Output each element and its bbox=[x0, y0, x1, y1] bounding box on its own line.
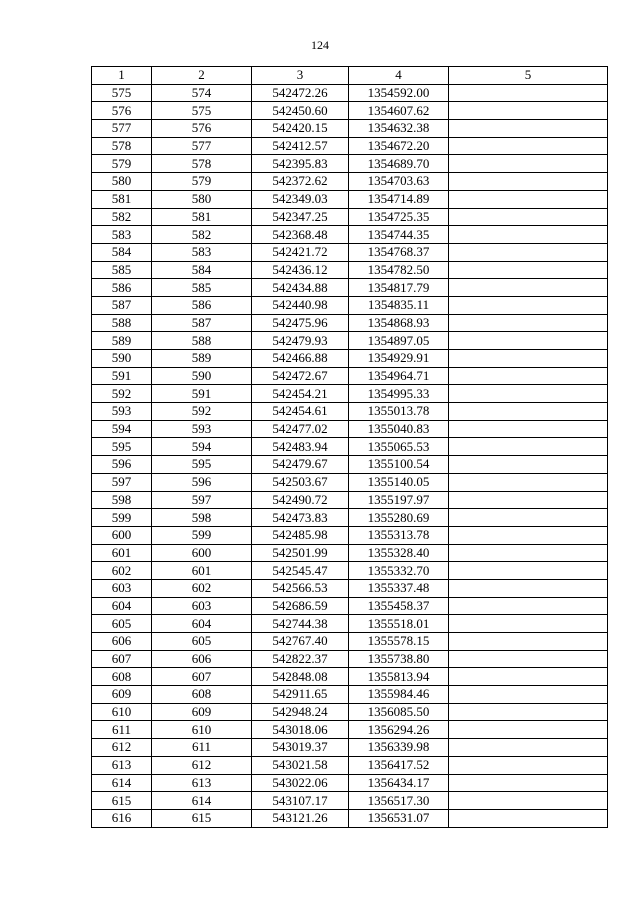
table-row bbox=[92, 102, 608, 120]
note-cell bbox=[449, 438, 608, 456]
previous-point-cell: 602 bbox=[152, 579, 252, 597]
previous-point-cell: 601 bbox=[152, 562, 252, 580]
previous-point-cell: 597 bbox=[152, 491, 252, 509]
y-coordinate-cell: 1354689.70 bbox=[349, 155, 449, 173]
table-row bbox=[92, 703, 608, 721]
y-coordinate-cell: 1355313.78 bbox=[349, 526, 449, 544]
x-coordinate-cell: 542472.67 bbox=[252, 367, 349, 385]
x-coordinate-cell: 543022.06 bbox=[252, 774, 349, 792]
x-coordinate-cell: 542475.96 bbox=[252, 314, 349, 332]
previous-point-cell: 586 bbox=[152, 296, 252, 314]
y-coordinate-cell: 1354835.11 bbox=[349, 296, 449, 314]
note-cell bbox=[449, 615, 608, 633]
x-coordinate-cell: 542434.88 bbox=[252, 279, 349, 297]
note-cell bbox=[449, 526, 608, 544]
table-row bbox=[92, 367, 608, 385]
y-coordinate-cell: 1356294.26 bbox=[349, 721, 449, 739]
table-row bbox=[92, 84, 608, 102]
point-number-cell: 592 bbox=[92, 385, 152, 403]
note-cell bbox=[449, 633, 608, 651]
point-number-cell: 581 bbox=[92, 190, 152, 208]
previous-point-cell: 596 bbox=[152, 473, 252, 491]
table-row bbox=[92, 420, 608, 438]
previous-point-cell: 589 bbox=[152, 350, 252, 368]
x-coordinate-cell: 542744.38 bbox=[252, 615, 349, 633]
previous-point-cell: 613 bbox=[152, 774, 252, 792]
header-cell-col2: 2 bbox=[152, 67, 252, 85]
point-number-cell: 610 bbox=[92, 703, 152, 721]
y-coordinate-cell: 1354744.35 bbox=[349, 226, 449, 244]
table-row bbox=[92, 261, 608, 279]
x-coordinate-cell: 542372.62 bbox=[252, 173, 349, 191]
note-cell bbox=[449, 296, 608, 314]
previous-point-cell: 593 bbox=[152, 420, 252, 438]
note-cell bbox=[449, 792, 608, 810]
point-number-cell: 585 bbox=[92, 261, 152, 279]
x-coordinate-cell: 542466.88 bbox=[252, 350, 349, 368]
y-coordinate-cell: 1355984.46 bbox=[349, 686, 449, 704]
previous-point-cell: 591 bbox=[152, 385, 252, 403]
x-coordinate-cell: 542485.98 bbox=[252, 526, 349, 544]
previous-point-cell: 583 bbox=[152, 243, 252, 261]
x-coordinate-cell: 542545.47 bbox=[252, 562, 349, 580]
note-cell bbox=[449, 84, 608, 102]
previous-point-cell: 608 bbox=[152, 686, 252, 704]
y-coordinate-cell: 1356517.30 bbox=[349, 792, 449, 810]
note-cell bbox=[449, 491, 608, 509]
table-row bbox=[92, 597, 608, 615]
point-number-cell: 582 bbox=[92, 208, 152, 226]
note-cell bbox=[449, 120, 608, 138]
previous-point-cell: 614 bbox=[152, 792, 252, 810]
note-cell bbox=[449, 137, 608, 155]
table-row bbox=[92, 562, 608, 580]
point-number-cell: 586 bbox=[92, 279, 152, 297]
previous-point-cell: 578 bbox=[152, 155, 252, 173]
x-coordinate-cell: 542911.65 bbox=[252, 686, 349, 704]
point-number-cell: 589 bbox=[92, 332, 152, 350]
x-coordinate-cell: 542349.03 bbox=[252, 190, 349, 208]
point-number-cell: 611 bbox=[92, 721, 152, 739]
x-coordinate-cell: 543019.37 bbox=[252, 739, 349, 757]
table-row bbox=[92, 173, 608, 191]
previous-point-cell: 581 bbox=[152, 208, 252, 226]
point-number-cell: 605 bbox=[92, 615, 152, 633]
table-row bbox=[92, 403, 608, 421]
note-cell bbox=[449, 279, 608, 297]
point-number-cell: 603 bbox=[92, 579, 152, 597]
previous-point-cell: 592 bbox=[152, 403, 252, 421]
note-cell bbox=[449, 562, 608, 580]
note-cell bbox=[449, 385, 608, 403]
note-cell bbox=[449, 597, 608, 615]
x-coordinate-cell: 542436.12 bbox=[252, 261, 349, 279]
table-row bbox=[92, 668, 608, 686]
y-coordinate-cell: 1354672.20 bbox=[349, 137, 449, 155]
x-coordinate-cell: 543021.58 bbox=[252, 756, 349, 774]
coordinates-table bbox=[91, 66, 608, 828]
previous-point-cell: 594 bbox=[152, 438, 252, 456]
table-row bbox=[92, 120, 608, 138]
point-number-cell: 604 bbox=[92, 597, 152, 615]
header-row bbox=[92, 67, 608, 85]
x-coordinate-cell: 542473.83 bbox=[252, 509, 349, 527]
note-cell bbox=[449, 350, 608, 368]
note-cell bbox=[449, 509, 608, 527]
header-cell-col1: 1 bbox=[92, 67, 152, 85]
note-cell bbox=[449, 544, 608, 562]
y-coordinate-cell: 1356339.98 bbox=[349, 739, 449, 757]
y-coordinate-cell: 1356417.52 bbox=[349, 756, 449, 774]
note-cell bbox=[449, 190, 608, 208]
note-cell bbox=[449, 155, 608, 173]
point-number-cell: 580 bbox=[92, 173, 152, 191]
x-coordinate-cell: 542686.59 bbox=[252, 597, 349, 615]
y-coordinate-cell: 1355518.01 bbox=[349, 615, 449, 633]
y-coordinate-cell: 1355280.69 bbox=[349, 509, 449, 527]
previous-point-cell: 604 bbox=[152, 615, 252, 633]
note-cell bbox=[449, 739, 608, 757]
table-row bbox=[92, 137, 608, 155]
table-row bbox=[92, 544, 608, 562]
y-coordinate-cell: 1354607.62 bbox=[349, 102, 449, 120]
note-cell bbox=[449, 173, 608, 191]
previous-point-cell: 615 bbox=[152, 809, 252, 827]
note-cell bbox=[449, 420, 608, 438]
previous-point-cell: 606 bbox=[152, 650, 252, 668]
point-number-cell: 600 bbox=[92, 526, 152, 544]
point-number-cell: 595 bbox=[92, 438, 152, 456]
header-cell-col3: 3 bbox=[252, 67, 349, 85]
note-cell bbox=[449, 756, 608, 774]
table-row bbox=[92, 473, 608, 491]
y-coordinate-cell: 1355332.70 bbox=[349, 562, 449, 580]
x-coordinate-cell: 542368.48 bbox=[252, 226, 349, 244]
point-number-cell: 591 bbox=[92, 367, 152, 385]
point-number-cell: 578 bbox=[92, 137, 152, 155]
previous-point-cell: 588 bbox=[152, 332, 252, 350]
table-row bbox=[92, 350, 608, 368]
note-cell bbox=[449, 226, 608, 244]
point-number-cell: 596 bbox=[92, 456, 152, 474]
note-cell bbox=[449, 809, 608, 827]
y-coordinate-cell: 1354725.35 bbox=[349, 208, 449, 226]
point-number-cell: 608 bbox=[92, 668, 152, 686]
note-cell bbox=[449, 774, 608, 792]
table-row bbox=[92, 633, 608, 651]
x-coordinate-cell: 542490.72 bbox=[252, 491, 349, 509]
x-coordinate-cell: 542822.37 bbox=[252, 650, 349, 668]
previous-point-cell: 582 bbox=[152, 226, 252, 244]
x-coordinate-cell: 542948.24 bbox=[252, 703, 349, 721]
y-coordinate-cell: 1355100.54 bbox=[349, 456, 449, 474]
y-coordinate-cell: 1354592.00 bbox=[349, 84, 449, 102]
note-cell bbox=[449, 332, 608, 350]
previous-point-cell: 587 bbox=[152, 314, 252, 332]
table-row bbox=[92, 332, 608, 350]
point-number-cell: 613 bbox=[92, 756, 152, 774]
previous-point-cell: 576 bbox=[152, 120, 252, 138]
note-cell bbox=[449, 403, 608, 421]
x-coordinate-cell: 542472.26 bbox=[252, 84, 349, 102]
y-coordinate-cell: 1355337.48 bbox=[349, 579, 449, 597]
table-row bbox=[92, 491, 608, 509]
point-number-cell: 593 bbox=[92, 403, 152, 421]
x-coordinate-cell: 542420.15 bbox=[252, 120, 349, 138]
table-row bbox=[92, 385, 608, 403]
previous-point-cell: 600 bbox=[152, 544, 252, 562]
previous-point-cell: 575 bbox=[152, 102, 252, 120]
note-cell bbox=[449, 668, 608, 686]
table-row bbox=[92, 243, 608, 261]
table-row bbox=[92, 296, 608, 314]
y-coordinate-cell: 1355328.40 bbox=[349, 544, 449, 562]
y-coordinate-cell: 1354868.93 bbox=[349, 314, 449, 332]
y-coordinate-cell: 1355040.83 bbox=[349, 420, 449, 438]
table-row bbox=[92, 792, 608, 810]
y-coordinate-cell: 1354714.89 bbox=[349, 190, 449, 208]
previous-point-cell: 577 bbox=[152, 137, 252, 155]
table-row bbox=[92, 650, 608, 668]
table-row bbox=[92, 756, 608, 774]
table-row bbox=[92, 314, 608, 332]
previous-point-cell: 574 bbox=[152, 84, 252, 102]
x-coordinate-cell: 542450.60 bbox=[252, 102, 349, 120]
x-coordinate-cell: 543018.06 bbox=[252, 721, 349, 739]
previous-point-cell: 607 bbox=[152, 668, 252, 686]
table-row bbox=[92, 190, 608, 208]
y-coordinate-cell: 1355140.05 bbox=[349, 473, 449, 491]
table-row bbox=[92, 579, 608, 597]
y-coordinate-cell: 1354817.79 bbox=[349, 279, 449, 297]
previous-point-cell: 598 bbox=[152, 509, 252, 527]
y-coordinate-cell: 1354632.38 bbox=[349, 120, 449, 138]
table-row bbox=[92, 456, 608, 474]
point-number-cell: 615 bbox=[92, 792, 152, 810]
table-row bbox=[92, 279, 608, 297]
point-number-cell: 584 bbox=[92, 243, 152, 261]
x-coordinate-cell: 542454.21 bbox=[252, 385, 349, 403]
x-coordinate-cell: 542477.02 bbox=[252, 420, 349, 438]
point-number-cell: 606 bbox=[92, 633, 152, 651]
y-coordinate-cell: 1355013.78 bbox=[349, 403, 449, 421]
x-coordinate-cell: 542440.98 bbox=[252, 296, 349, 314]
previous-point-cell: 585 bbox=[152, 279, 252, 297]
note-cell bbox=[449, 243, 608, 261]
note-cell bbox=[449, 314, 608, 332]
point-number-cell: 575 bbox=[92, 84, 152, 102]
note-cell bbox=[449, 102, 608, 120]
previous-point-cell: 579 bbox=[152, 173, 252, 191]
y-coordinate-cell: 1354782.50 bbox=[349, 261, 449, 279]
note-cell bbox=[449, 703, 608, 721]
table-body bbox=[92, 84, 608, 827]
x-coordinate-cell: 542483.94 bbox=[252, 438, 349, 456]
point-number-cell: 579 bbox=[92, 155, 152, 173]
y-coordinate-cell: 1355197.97 bbox=[349, 491, 449, 509]
header-cell-col5: 5 bbox=[449, 67, 608, 85]
note-cell bbox=[449, 686, 608, 704]
table-row bbox=[92, 615, 608, 633]
y-coordinate-cell: 1354995.33 bbox=[349, 385, 449, 403]
point-number-cell: 612 bbox=[92, 739, 152, 757]
x-coordinate-cell: 542395.83 bbox=[252, 155, 349, 173]
x-coordinate-cell: 543121.26 bbox=[252, 809, 349, 827]
previous-point-cell: 580 bbox=[152, 190, 252, 208]
note-cell bbox=[449, 473, 608, 491]
x-coordinate-cell: 542503.67 bbox=[252, 473, 349, 491]
table-row bbox=[92, 809, 608, 827]
y-coordinate-cell: 1356434.17 bbox=[349, 774, 449, 792]
x-coordinate-cell: 542767.40 bbox=[252, 633, 349, 651]
note-cell bbox=[449, 456, 608, 474]
x-coordinate-cell: 542479.67 bbox=[252, 456, 349, 474]
point-number-cell: 577 bbox=[92, 120, 152, 138]
point-number-cell: 588 bbox=[92, 314, 152, 332]
point-number-cell: 614 bbox=[92, 774, 152, 792]
y-coordinate-cell: 1354964.71 bbox=[349, 367, 449, 385]
y-coordinate-cell: 1354897.05 bbox=[349, 332, 449, 350]
point-number-cell: 601 bbox=[92, 544, 152, 562]
previous-point-cell: 611 bbox=[152, 739, 252, 757]
table-row bbox=[92, 226, 608, 244]
point-number-cell: 599 bbox=[92, 509, 152, 527]
previous-point-cell: 599 bbox=[152, 526, 252, 544]
point-number-cell: 583 bbox=[92, 226, 152, 244]
header-cell-col4: 4 bbox=[349, 67, 449, 85]
point-number-cell: 576 bbox=[92, 102, 152, 120]
note-cell bbox=[449, 650, 608, 668]
y-coordinate-cell: 1354929.91 bbox=[349, 350, 449, 368]
point-number-cell: 590 bbox=[92, 350, 152, 368]
note-cell bbox=[449, 721, 608, 739]
note-cell bbox=[449, 579, 608, 597]
point-number-cell: 598 bbox=[92, 491, 152, 509]
previous-point-cell: 612 bbox=[152, 756, 252, 774]
y-coordinate-cell: 1354703.63 bbox=[349, 173, 449, 191]
y-coordinate-cell: 1355578.15 bbox=[349, 633, 449, 651]
table-header bbox=[92, 67, 608, 85]
point-number-cell: 602 bbox=[92, 562, 152, 580]
page-number: 124 bbox=[311, 38, 329, 52]
x-coordinate-cell: 542347.25 bbox=[252, 208, 349, 226]
point-number-cell: 597 bbox=[92, 473, 152, 491]
y-coordinate-cell: 1355813.94 bbox=[349, 668, 449, 686]
table-row bbox=[92, 509, 608, 527]
table-row bbox=[92, 208, 608, 226]
x-coordinate-cell: 542566.53 bbox=[252, 579, 349, 597]
table-row bbox=[92, 686, 608, 704]
previous-point-cell: 609 bbox=[152, 703, 252, 721]
point-number-cell: 587 bbox=[92, 296, 152, 314]
table-row bbox=[92, 526, 608, 544]
y-coordinate-cell: 1354768.37 bbox=[349, 243, 449, 261]
y-coordinate-cell: 1355065.53 bbox=[349, 438, 449, 456]
x-coordinate-cell: 542421.72 bbox=[252, 243, 349, 261]
x-coordinate-cell: 542454.61 bbox=[252, 403, 349, 421]
point-number-cell: 607 bbox=[92, 650, 152, 668]
y-coordinate-cell: 1355458.37 bbox=[349, 597, 449, 615]
y-coordinate-cell: 1356085.50 bbox=[349, 703, 449, 721]
point-number-cell: 594 bbox=[92, 420, 152, 438]
note-cell bbox=[449, 367, 608, 385]
x-coordinate-cell: 542412.57 bbox=[252, 137, 349, 155]
previous-point-cell: 603 bbox=[152, 597, 252, 615]
note-cell bbox=[449, 208, 608, 226]
y-coordinate-cell: 1356531.07 bbox=[349, 809, 449, 827]
previous-point-cell: 605 bbox=[152, 633, 252, 651]
table-row bbox=[92, 721, 608, 739]
x-coordinate-cell: 542848.08 bbox=[252, 668, 349, 686]
note-cell bbox=[449, 261, 608, 279]
previous-point-cell: 584 bbox=[152, 261, 252, 279]
table-row bbox=[92, 438, 608, 456]
x-coordinate-cell: 542501.99 bbox=[252, 544, 349, 562]
point-number-cell: 609 bbox=[92, 686, 152, 704]
table-row bbox=[92, 155, 608, 173]
y-coordinate-cell: 1355738.80 bbox=[349, 650, 449, 668]
previous-point-cell: 595 bbox=[152, 456, 252, 474]
table-row bbox=[92, 739, 608, 757]
previous-point-cell: 590 bbox=[152, 367, 252, 385]
table-row bbox=[92, 774, 608, 792]
point-number-cell: 616 bbox=[92, 809, 152, 827]
previous-point-cell: 610 bbox=[152, 721, 252, 739]
x-coordinate-cell: 543107.17 bbox=[252, 792, 349, 810]
x-coordinate-cell: 542479.93 bbox=[252, 332, 349, 350]
